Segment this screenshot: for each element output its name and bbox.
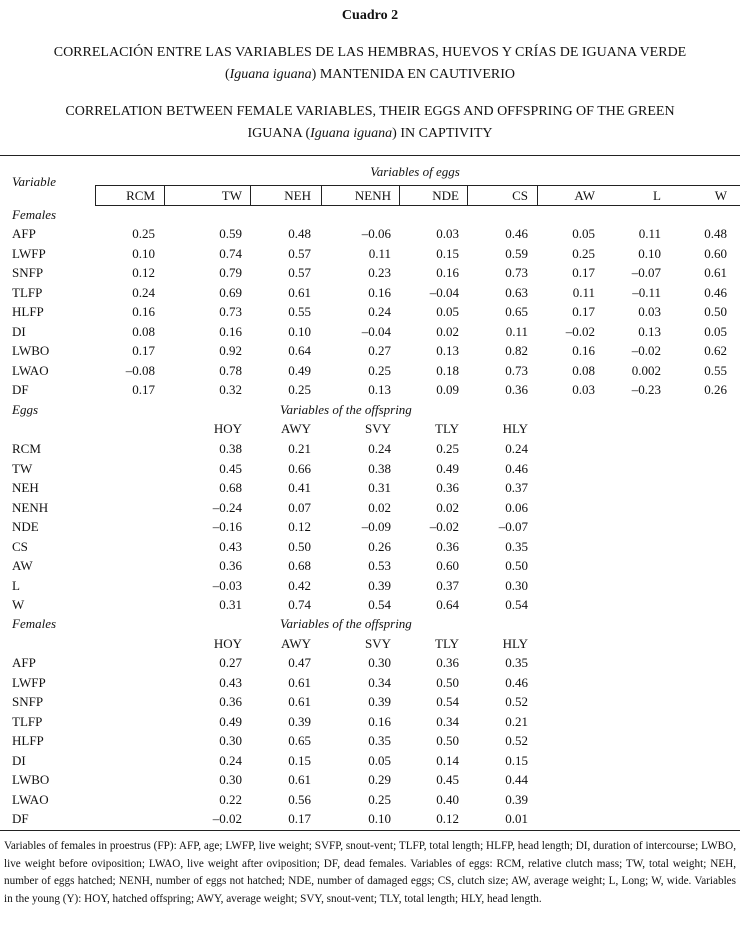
table-cell: 0.02 <box>436 323 459 339</box>
table-cell: 0.17 <box>288 811 311 826</box>
table-cell: 0.25 <box>436 441 459 456</box>
egg-column-header: NENH <box>354 188 391 203</box>
table-cell: 0.46 <box>505 674 528 690</box>
table-cell: –0.03 <box>212 577 242 593</box>
egg-column-header: TW <box>221 188 242 203</box>
table-cell: 0.25 <box>288 382 311 397</box>
table-cell: 0.54 <box>436 694 459 709</box>
table-number: Cuadro 2 <box>341 8 399 23</box>
table-cell: 0.17 <box>132 382 155 397</box>
table-cell: 0.36 <box>436 538 459 554</box>
offspring-column-header: HOY <box>213 636 242 651</box>
table-cell: 0.63 <box>505 284 528 300</box>
table-cell: 0.16 <box>132 304 155 319</box>
eggs-group-rule <box>95 185 740 186</box>
table-cell: 0.68 <box>288 558 311 573</box>
table-cell: 0.48 <box>704 226 727 241</box>
offspring-column-header: HLY <box>502 636 528 651</box>
offspring-group-caption: Variables of the offspring <box>280 402 412 417</box>
table-cell: 0.50 <box>704 304 727 319</box>
table-cell: 0.24 <box>219 752 242 768</box>
table-cell: 0.07 <box>288 499 311 515</box>
row-label: LWAO <box>12 362 49 378</box>
row-label: NENH <box>12 499 49 515</box>
table-cell: –0.16 <box>212 519 242 534</box>
row-label: LWBO <box>12 343 50 358</box>
table-cell: –0.09 <box>361 519 391 534</box>
spanish-title-after: ) MANTENIDA EN CAUTIVERIO <box>311 67 516 82</box>
table-cell: 0.65 <box>288 733 311 748</box>
table-cell: 0.27 <box>219 655 242 670</box>
table-cell: 0.06 <box>505 499 528 515</box>
table-cell: –0.04 <box>429 284 459 300</box>
table-cell: 0.92 <box>219 343 242 358</box>
table-cell: –0.06 <box>361 226 391 241</box>
table-cell: 0.61 <box>288 772 311 787</box>
table-cell: 0.002 <box>631 362 661 378</box>
eggs-group-caption: Variables of eggs <box>370 164 460 179</box>
table-cell: 0.49 <box>219 713 242 729</box>
table-top-rule <box>0 155 740 156</box>
table-cell: 0.61 <box>288 284 311 300</box>
table-cell: 0.10 <box>368 811 391 826</box>
table-cell: 0.11 <box>572 284 595 300</box>
variable-header: Variable <box>12 174 57 189</box>
row-label: LWFP <box>12 674 46 690</box>
table-cell: 0.34 <box>436 713 459 729</box>
table-cell: 0.50 <box>436 674 459 690</box>
row-label: W <box>12 597 25 612</box>
table-cell: –0.24 <box>212 499 242 515</box>
row-label: RCM <box>12 441 41 456</box>
table-cell: 0.40 <box>436 791 459 807</box>
table-cell: 0.39 <box>368 694 391 709</box>
table-cell: 0.12 <box>288 519 311 534</box>
table-cell: 0.39 <box>288 713 311 729</box>
table-cell: 0.54 <box>368 597 391 612</box>
spanish-title-species: Iguana iguana <box>229 67 312 82</box>
egg-column-header: NEH <box>284 188 311 203</box>
table-cell: 0.82 <box>505 343 528 358</box>
table-cell: 0.37 <box>505 480 528 495</box>
table-cell: 0.08 <box>132 323 155 339</box>
table-cell: 0.36 <box>219 694 242 709</box>
table-cell: 0.36 <box>505 382 528 397</box>
table-cell: 0.73 <box>505 265 528 280</box>
english-title <box>40 101 700 145</box>
table-cell: 0.39 <box>368 577 391 593</box>
section-label-females: Females <box>12 207 57 222</box>
table-cell: 0.22 <box>219 791 242 807</box>
table-cell: 0.05 <box>704 323 727 339</box>
table-cell: 0.43 <box>219 674 242 690</box>
table-cell: 0.03 <box>572 382 595 397</box>
table-cell: 0.74 <box>288 597 311 612</box>
table-bottom-rule <box>0 830 740 831</box>
table-cell: –0.04 <box>361 323 391 339</box>
table-cell: 0.46 <box>505 226 528 241</box>
table-cell: 0.03 <box>638 304 661 319</box>
row-label: DF <box>12 382 29 397</box>
table-cell: 0.49 <box>436 460 459 476</box>
table-cell: 0.73 <box>505 362 528 378</box>
offspring-column-header: HOY <box>213 421 242 436</box>
table-cell: 0.29 <box>368 772 391 787</box>
table-cell: 0.25 <box>572 245 595 261</box>
table-cell: 0.66 <box>288 460 311 476</box>
table-cell: 0.11 <box>638 226 661 241</box>
table-cell: 0.48 <box>288 226 311 241</box>
table-cell: 0.30 <box>219 733 242 748</box>
table-cell: 0.16 <box>219 323 242 339</box>
table-cell: 0.31 <box>368 480 391 495</box>
table-cell: 0.24 <box>505 441 528 456</box>
egg-column-header: RCM <box>126 188 155 203</box>
table-cell: 0.60 <box>436 558 459 573</box>
table-cell: –0.08 <box>125 362 155 378</box>
table-cell: 0.15 <box>436 245 459 261</box>
table-cell: 0.43 <box>219 538 242 554</box>
table-cell: 0.50 <box>288 538 311 554</box>
table-cell: 0.36 <box>219 558 242 573</box>
table-cell: –0.02 <box>565 323 595 339</box>
row-label: TW <box>12 460 33 476</box>
table-cell: 0.17 <box>572 304 595 319</box>
table-cell: 0.62 <box>704 343 727 358</box>
table-cell: 0.47 <box>288 655 311 670</box>
table-cell: 0.13 <box>436 343 459 358</box>
table-cell: 0.25 <box>368 791 391 807</box>
offspring-column-header: TLY <box>435 636 459 651</box>
row-label: AFP <box>12 226 36 241</box>
table-cell: 0.57 <box>288 245 311 261</box>
table-cell: 0.10 <box>132 245 155 261</box>
table-cell: 0.03 <box>436 226 459 241</box>
table-cell: 0.50 <box>505 558 528 573</box>
table-cell: 0.26 <box>368 538 391 554</box>
table-cell: 0.14 <box>436 752 459 768</box>
egg-column-header: AW <box>574 188 595 203</box>
table-cell: 0.61 <box>288 674 311 690</box>
table-cell: 0.10 <box>288 323 311 339</box>
table-cell: –0.02 <box>212 811 242 826</box>
table-cell: –0.11 <box>632 284 661 300</box>
table-cell: 0.24 <box>368 441 391 456</box>
table-cell: 0.42 <box>288 577 311 593</box>
table-cell: 0.18 <box>436 362 459 378</box>
row-label: DF <box>12 811 29 826</box>
table-cell: 0.13 <box>368 382 391 397</box>
offspring-column-header: SVY <box>364 636 391 651</box>
row-label: DI <box>12 323 26 339</box>
table-cell: 0.35 <box>368 733 391 748</box>
row-label: LWBO <box>12 772 50 787</box>
row-label: DI <box>12 752 26 768</box>
section-label-eggs: Eggs <box>12 402 38 417</box>
table-cell: 0.39 <box>505 791 528 807</box>
table-cell: 0.10 <box>638 245 661 261</box>
table-cell: 0.64 <box>436 597 459 612</box>
table-cell: 0.25 <box>132 226 155 241</box>
table-cell: 0.59 <box>219 226 242 241</box>
table-cell: 0.53 <box>368 558 391 573</box>
table-cell: 0.09 <box>436 382 459 397</box>
table-cell: 0.30 <box>219 772 242 787</box>
offspring-column-header: TLY <box>435 421 459 436</box>
table-cell: 0.02 <box>436 499 459 515</box>
table-cell: 0.46 <box>505 460 528 476</box>
table-cell: 0.36 <box>436 480 459 495</box>
table-cell: 0.44 <box>505 772 528 787</box>
table-cell: 0.15 <box>288 752 311 768</box>
table-cell: 0.41 <box>288 480 311 495</box>
table-cell: 0.26 <box>704 382 727 397</box>
table-cell: 0.54 <box>505 597 528 612</box>
table-cell: 0.57 <box>288 265 311 280</box>
table-cell: 0.50 <box>436 733 459 748</box>
table-cell: –0.23 <box>631 382 661 397</box>
table-cell: 0.45 <box>436 772 459 787</box>
table-cell: –0.07 <box>498 519 528 534</box>
table-cell: –0.07 <box>631 265 661 280</box>
table-cell: 0.21 <box>505 713 528 729</box>
table-cell: 0.30 <box>368 655 391 670</box>
table-cell: 0.31 <box>219 597 242 612</box>
table-cell: 0.38 <box>219 441 242 456</box>
table-cell: 0.16 <box>436 265 459 280</box>
row-label: NEH <box>12 480 39 495</box>
offspring-column-header: AWY <box>280 421 311 436</box>
table-cell: 0.12 <box>132 265 155 280</box>
table-cell: 0.30 <box>505 577 528 593</box>
table-cell: 0.64 <box>288 343 311 358</box>
table-cell: 0.37 <box>436 577 459 593</box>
offspring-group-caption-2: Variables of the offspring <box>280 616 412 631</box>
header-bottom-rule <box>95 205 740 206</box>
row-label: TLFP <box>12 713 43 729</box>
table-cell: 0.24 <box>132 284 155 300</box>
table-cell: 0.56 <box>288 791 311 807</box>
row-label: HLFP <box>12 733 44 748</box>
table-cell: 0.69 <box>219 284 242 300</box>
table-cell: 0.46 <box>704 284 727 300</box>
table-cell: 0.32 <box>219 382 242 397</box>
footnote: Variables of females in proestrus (FP): AFP, age; LWFP, live weight; SVFP, snout-vent; TLFP, total length; HLFP, head length; DI, duration of intercourse; LWBO, live weight before oviposition; LWAO, live weight after oviposition; DF, dead females. Variables of eggs: RCM, relative clutch mass; TW, total weight; NEH, number of eggs hatched; NENH, number of eggs not hatched; NDE, number of damaged eggs; CS, clutch size; AW, average weight; L, Long; W, wide. Variables in the young (Y): HOY, hatched offspring; AWY, average weight; SVY, snout-vent; TLY, total length; HLY, head length. <box>4 840 736 905</box>
egg-column-header: NDE <box>432 188 459 203</box>
table-cell: 0.15 <box>505 752 528 768</box>
table-cell: 0.65 <box>505 304 528 319</box>
table-cell: 0.27 <box>368 343 391 358</box>
table-cell: 0.73 <box>219 304 242 319</box>
spanish-title-before: CORRELACIÓN ENTRE LAS VARIABLES DE LAS HEMBRAS, HUEVOS Y CRÍAS DE IGUANA VERDE ( <box>53 45 687 82</box>
row-label: HLFP <box>12 304 44 319</box>
table-cell: 0.61 <box>704 265 727 280</box>
row-label: L <box>12 577 20 593</box>
table-cell: 0.36 <box>436 655 459 670</box>
table-cell: 0.05 <box>572 226 595 241</box>
section-label-females-2: Females <box>12 616 57 631</box>
spanish-title <box>40 42 700 86</box>
table-cell: 0.59 <box>505 245 528 261</box>
table-cell: 0.17 <box>132 343 155 358</box>
table-cell: 0.60 <box>704 245 727 261</box>
offspring-column-header: SVY <box>364 421 391 436</box>
row-label: NDE <box>12 519 39 534</box>
table-cell: 0.11 <box>505 323 528 339</box>
egg-column-header: CS <box>512 188 528 203</box>
row-label: AW <box>12 558 33 573</box>
table-cell: 0.52 <box>505 694 528 709</box>
table-cell: 0.16 <box>368 284 391 300</box>
table-cell: 0.24 <box>368 304 391 319</box>
table-cell: 0.79 <box>219 265 242 280</box>
table-cell: 0.35 <box>505 538 528 554</box>
table-cell: 0.49 <box>288 362 311 378</box>
table-cell: 0.78 <box>219 362 242 378</box>
row-label: TLFP <box>12 284 43 300</box>
table-cell: 0.12 <box>436 811 459 826</box>
table-cell: 0.68 <box>219 480 242 495</box>
table-cell: 0.21 <box>288 441 311 456</box>
row-label: SNFP <box>12 265 44 280</box>
table-cell: 0.74 <box>219 245 242 261</box>
table-cell: 0.13 <box>638 323 661 339</box>
egg-column-header: L <box>653 188 661 203</box>
row-label: LWFP <box>12 245 46 261</box>
table-cell: 0.17 <box>572 265 595 280</box>
row-label: AFP <box>12 655 36 670</box>
table-cell: 0.16 <box>368 713 391 729</box>
table-cell: 0.34 <box>368 674 391 690</box>
offspring-column-header: HLY <box>502 421 528 436</box>
row-label: CS <box>12 538 28 554</box>
table-cell: 0.01 <box>505 811 528 826</box>
table-cell: 0.55 <box>704 362 727 378</box>
offspring-column-header: AWY <box>280 636 311 651</box>
table-cell: 0.25 <box>368 362 391 378</box>
table-cell: 0.23 <box>368 265 391 280</box>
table-cell: 0.35 <box>505 655 528 670</box>
table-cell: 0.55 <box>288 304 311 319</box>
table-cell: –0.02 <box>631 343 661 358</box>
table-cell: 0.38 <box>368 460 391 476</box>
table-cell: 0.08 <box>572 362 595 378</box>
english-title-after: ) IN CAPTIVITY <box>392 126 493 141</box>
table-cell: 0.61 <box>288 694 311 709</box>
table-cell: 0.16 <box>572 343 595 358</box>
row-label: LWAO <box>12 791 49 807</box>
table-cell: 0.52 <box>505 733 528 748</box>
header-column-separator <box>164 185 165 205</box>
table-cell: 0.45 <box>219 460 242 476</box>
table-cell: 0.05 <box>436 304 459 319</box>
egg-column-header: W <box>714 188 727 203</box>
table-cell: 0.02 <box>368 499 391 515</box>
table-cell: 0.05 <box>368 752 391 768</box>
english-title-species: Iguana iguana <box>310 126 393 141</box>
row-label: SNFP <box>12 694 44 709</box>
english-title-before: CORRELATION BETWEEN FEMALE VARIABLES, THEIR EGGS AND OFFSPRING OF THE GREEN IGUANA ( <box>65 104 675 141</box>
table-cell: –0.02 <box>429 519 459 534</box>
table-cell: 0.11 <box>368 245 391 261</box>
